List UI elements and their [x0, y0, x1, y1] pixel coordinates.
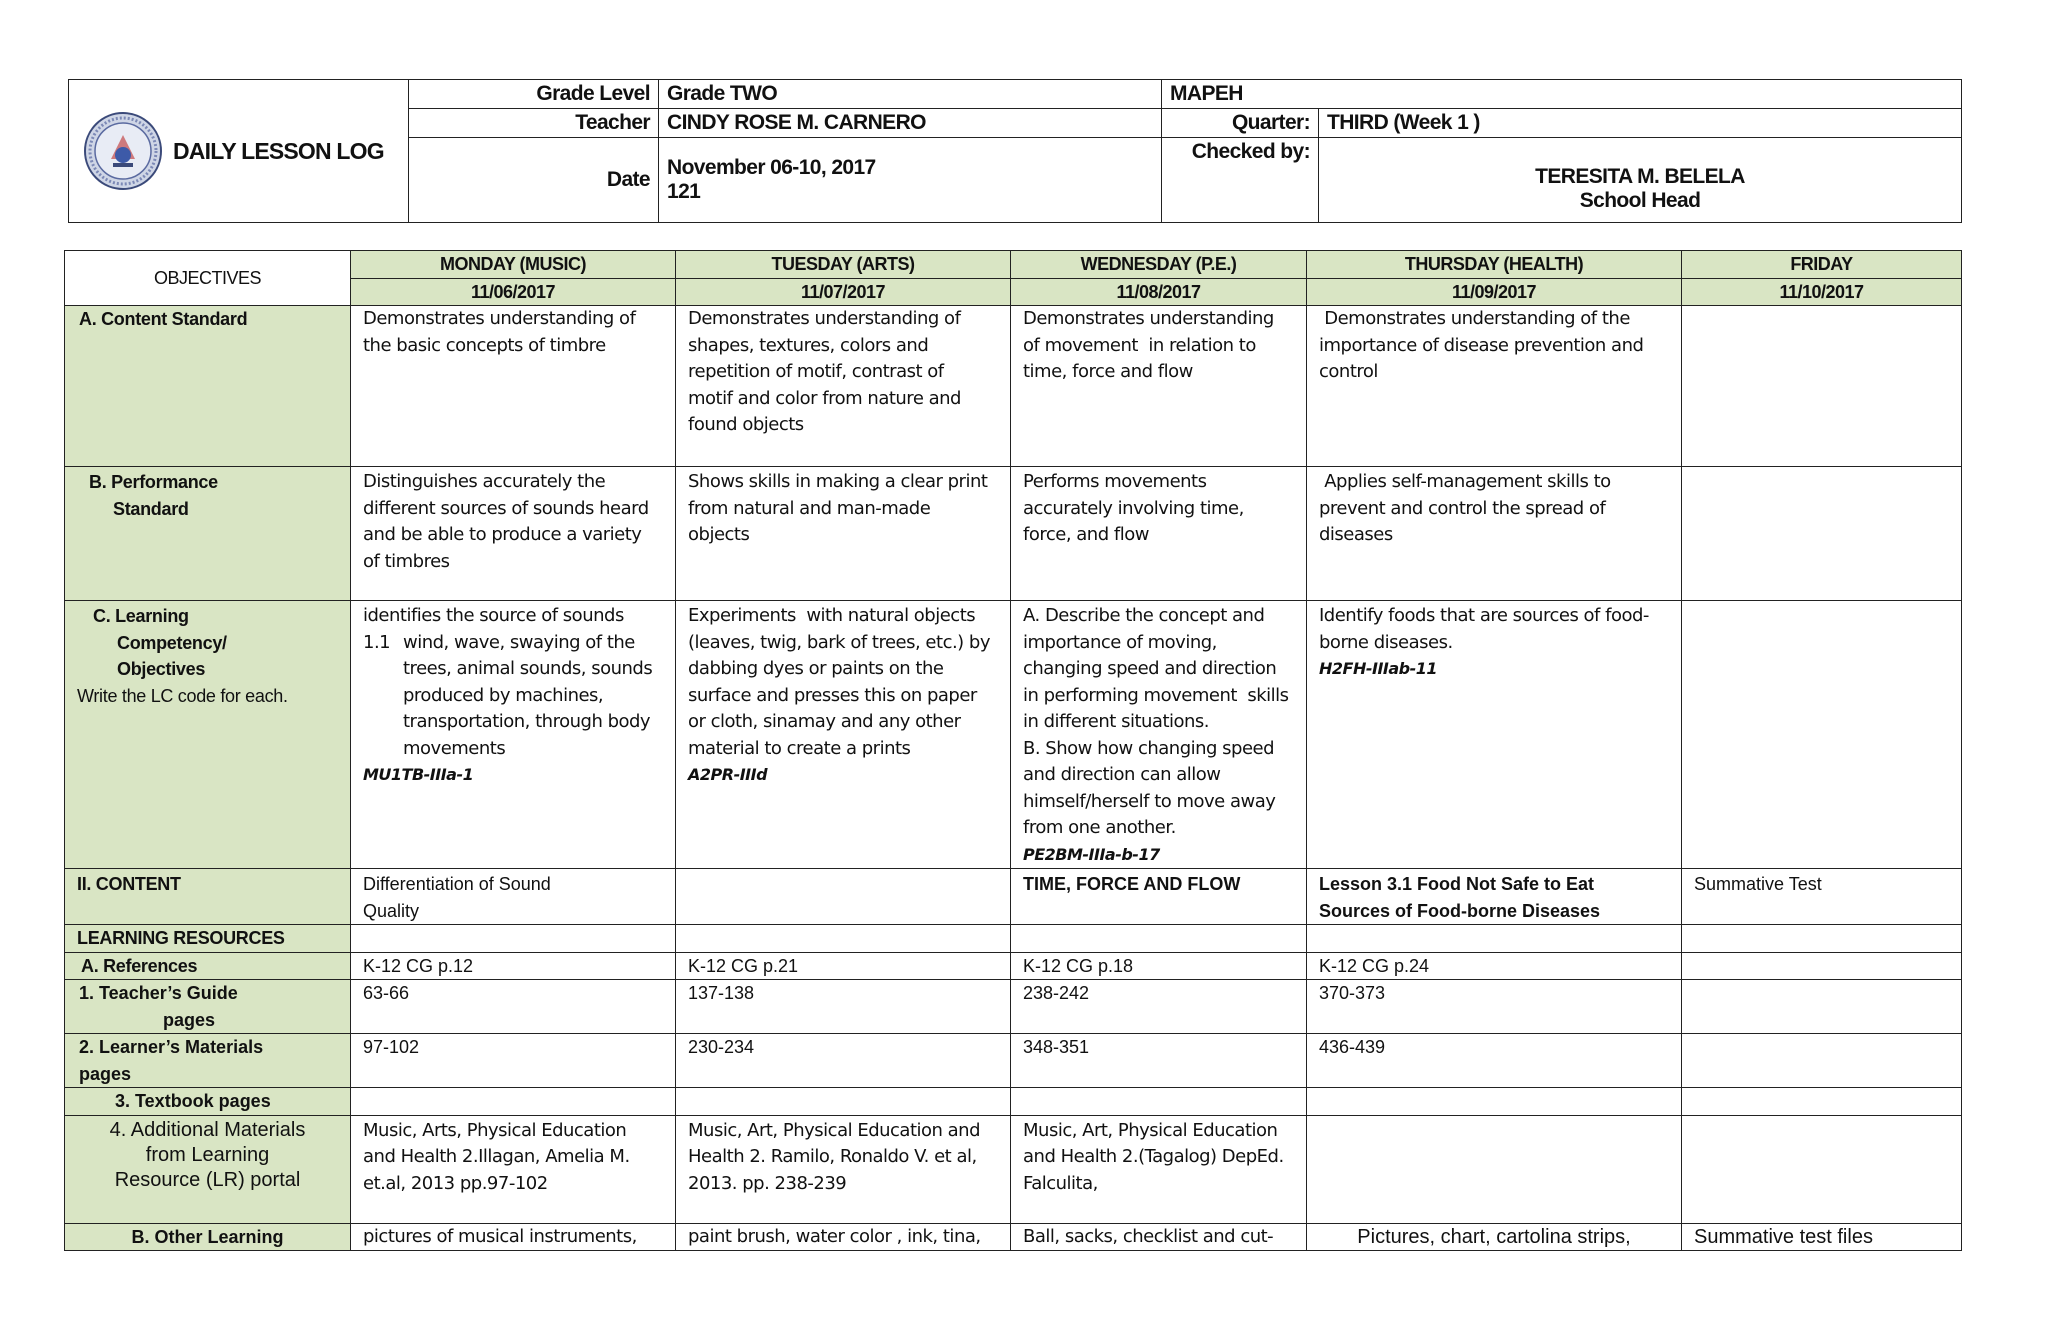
text-line: himself/herself to move away — [1023, 790, 1276, 812]
learners-materials-cell: 97-102 — [351, 1034, 676, 1088]
performance-standard-cell — [1307, 467, 1682, 601]
logo-cell — [69, 80, 409, 223]
learners-materials-label — [65, 1034, 351, 1088]
content-standard-cell — [1011, 306, 1307, 467]
text-line: force, and flow — [1023, 524, 1149, 545]
text-line: transportation, through body — [403, 711, 651, 732]
text-line: Demonstrates understanding of — [363, 308, 636, 329]
additional-materials-cell — [1307, 1115, 1682, 1223]
performance-standard-row — [65, 467, 1962, 601]
other-learning-cell: Pictures, chart, cartolina strips, — [1307, 1223, 1682, 1251]
text-line: in different situations. — [1023, 711, 1210, 732]
reference-cell: K-12 CG p.12 — [351, 952, 676, 980]
teacher-label: Teacher — [409, 109, 659, 138]
text-line: motif and color from nature and — [688, 387, 961, 409]
text-line: B. Show how changing speed — [1023, 737, 1275, 759]
text-line: Falculita, — [1023, 1172, 1098, 1194]
competency-item-number: 1.1 — [363, 631, 391, 653]
competency-label-line: Objectives — [117, 659, 206, 679]
objectives-header: OBJECTIVES — [65, 251, 351, 306]
competency-cell-thursday — [1307, 601, 1682, 869]
learners-materials-cell — [1682, 1034, 1962, 1088]
performance-standard-cell — [351, 467, 676, 601]
date-value — [659, 138, 1162, 223]
teachers-guide-cell: 63-66 — [351, 980, 676, 1034]
additional-materials-label — [65, 1115, 351, 1223]
competency-label-line: C. Learning — [93, 606, 189, 626]
textbook-row — [65, 1088, 1962, 1116]
content-cell-friday: Summative Test — [1682, 869, 1962, 925]
teachers-guide-row — [65, 980, 1962, 1034]
teachers-guide-cell — [1682, 980, 1962, 1034]
learners-materials-cell: 348-351 — [1011, 1034, 1307, 1088]
competency-cell-wednesday — [1011, 601, 1307, 869]
lc-code: H2FH-IIIab-11 — [1319, 659, 1437, 678]
text-line: importance of disease prevention and — [1319, 334, 1644, 356]
quarter-label: Quarter: — [1162, 109, 1319, 138]
text-line: produced by machines, — [403, 684, 604, 706]
text-line: Music, Art, Physical Education — [1023, 1119, 1278, 1141]
additional-label-line: Resource (LR) portal — [114, 1168, 301, 1191]
date-range: November 06-10, 2017 — [667, 156, 876, 179]
text-line: Applies self-management skills to — [1319, 471, 1611, 492]
competency-item-rest — [363, 656, 663, 762]
content-cell-monday — [351, 869, 676, 925]
learning-resources-label: LEARNING RESOURCES — [65, 925, 351, 953]
lc-code: A2PR-IIId — [688, 765, 768, 784]
competency-cell-friday — [1682, 601, 1962, 869]
text-line: and direction can allow — [1023, 764, 1221, 785]
references-label: A. References — [65, 952, 351, 980]
other-learning-cell: Summative test files — [1682, 1223, 1962, 1251]
content-line: Differentiation of Sound — [363, 874, 551, 894]
date-label: Date — [409, 138, 659, 223]
empty-cell — [676, 925, 1011, 953]
header-table — [68, 79, 1962, 223]
text-line: A. Describe the concept and — [1023, 605, 1265, 626]
day-header-monday: MONDAY (MUSIC) — [351, 251, 676, 279]
content-cell-thursday — [1307, 869, 1682, 925]
competency-label-note: Write the LC code for each. — [77, 685, 288, 706]
other-learning-cell: paint brush, water color , ink, tina, — [676, 1223, 1011, 1251]
lesson-log-table — [64, 250, 1962, 1251]
performance-standard-cell — [1011, 467, 1307, 601]
learning-resources-row — [65, 925, 1962, 953]
text-line: or cloth, sinamay and any other — [688, 711, 961, 732]
text-line: of movement in relation to — [1023, 334, 1256, 356]
other-learning-label: B. Other Learning — [65, 1223, 351, 1251]
content-standard-cell — [1307, 306, 1682, 467]
empty-cell — [1682, 1088, 1962, 1116]
text-line: accurately involving time, — [1023, 497, 1244, 519]
empty-cell — [1682, 925, 1962, 953]
performance-standard-label — [65, 467, 351, 601]
empty-cell — [1011, 1088, 1307, 1116]
content-row — [65, 869, 1962, 925]
text-line: changing speed and direction — [1023, 658, 1277, 679]
additional-materials-cell — [351, 1115, 676, 1223]
date-thursday: 11/09/2017 — [1307, 278, 1682, 306]
text-line: time, force and flow — [1023, 361, 1193, 382]
performance-standard-cell — [1682, 467, 1962, 601]
text-line: Demonstrates understanding of the — [1319, 308, 1630, 329]
content-cell-tuesday — [676, 869, 1011, 925]
checker-cell — [1319, 138, 1962, 223]
content-line: Quality — [363, 900, 420, 921]
text-line: et.al, 2013 pp.97-102 — [363, 1172, 548, 1194]
text-line: Identify foods that are sources of food- — [1319, 605, 1649, 626]
text-line: the basic concepts of timbre — [363, 334, 606, 356]
performance-label-line: Standard — [113, 498, 189, 519]
text-line: Experiments with natural objects — [688, 605, 976, 626]
day-header-tuesday: TUESDAY (ARTS) — [676, 251, 1011, 279]
date-friday: 11/10/2017 — [1682, 278, 1962, 306]
text-line: Shows skills in making a clear print — [688, 471, 988, 492]
empty-cell — [676, 1088, 1011, 1116]
text-line: Performs movements — [1023, 471, 1207, 492]
learners-materials-label-line: pages — [79, 1063, 132, 1084]
text-line: objects — [688, 524, 750, 545]
teacher-value: CINDY ROSE M. CARNERO — [659, 109, 1162, 138]
text-line: surface and presses this on paper — [688, 684, 977, 706]
date-number: 121 — [667, 180, 701, 203]
text-line: found objects — [688, 414, 804, 435]
textbook-label: 3. Textbook pages — [65, 1088, 351, 1116]
other-learning-cell: pictures of musical instruments, — [351, 1223, 676, 1251]
additional-materials-row — [65, 1115, 1962, 1223]
additional-label-line: from Learning — [145, 1143, 270, 1166]
day-header-friday: FRIDAY — [1682, 251, 1962, 279]
empty-cell — [351, 1088, 676, 1116]
content-cell-wednesday: TIME, FORCE AND FLOW — [1011, 869, 1307, 925]
deped-seal-icon — [83, 111, 163, 191]
grade-level-value: Grade TWO — [659, 80, 1162, 109]
text-line: in performing movement skills — [1023, 684, 1289, 706]
text-line: borne diseases. — [1319, 631, 1453, 653]
date-tuesday: 11/07/2017 — [676, 278, 1011, 306]
text-line: from natural and man-made — [688, 497, 931, 519]
teachers-guide-cell: 238-242 — [1011, 980, 1307, 1034]
empty-cell — [351, 925, 676, 953]
performance-standard-cell — [676, 467, 1011, 601]
competency-lines — [1319, 603, 1669, 656]
empty-cell — [1011, 925, 1307, 953]
learners-materials-cell: 436-439 — [1307, 1034, 1682, 1088]
text-line: importance of moving, — [1023, 631, 1217, 653]
reference-cell — [1682, 952, 1962, 980]
teachers-guide-label-line: 1. Teacher’s Guide — [79, 983, 238, 1003]
competency-list-item — [363, 630, 663, 657]
text-line: and be able to produce a variety — [363, 524, 642, 545]
text-line: shapes, textures, colors and — [688, 334, 929, 356]
competency-cell-monday — [351, 601, 676, 869]
content-standard-label: A. Content Standard — [65, 306, 351, 467]
date-monday: 11/06/2017 — [351, 278, 676, 306]
text-line: and Health 2.Illagan, Amelia M. — [363, 1146, 630, 1167]
empty-cell — [1307, 1088, 1682, 1116]
subject-value: MAPEH — [1162, 80, 1962, 109]
text-line: (leaves, twig, bark of trees, etc.) by — [688, 631, 991, 653]
additional-label-line: 4. Additional Materials — [109, 1118, 306, 1141]
content-standard-cell — [351, 306, 676, 467]
text-line: Distinguishes accurately the — [363, 471, 606, 492]
performance-label-line: B. Performance — [89, 472, 218, 492]
content-standard-row — [65, 306, 1962, 467]
day-header-wednesday: WEDNESDAY (P.E.) — [1011, 251, 1307, 279]
content-line: Sources of Food-borne Diseases — [1319, 900, 1601, 921]
text-line: Music, Art, Physical Education and — [688, 1119, 981, 1141]
text-line: prevent and control the spread of — [1319, 497, 1606, 519]
learners-materials-label-line: 2. Learner’s Materials — [79, 1037, 264, 1057]
learners-materials-cell: 230-234 — [676, 1034, 1011, 1088]
competency-intro: identifies the source of sounds — [363, 605, 624, 626]
text-line: dabbing dyes or paints on the — [688, 658, 944, 679]
text-line: control — [1319, 361, 1378, 382]
learners-materials-row — [65, 1034, 1962, 1088]
text-line: of timbres — [363, 550, 450, 572]
teachers-guide-label-line: pages — [163, 1009, 216, 1030]
reference-cell: K-12 CG p.21 — [676, 952, 1011, 980]
teachers-guide-label — [65, 980, 351, 1034]
text-line: and Health 2.(Tagalog) DepEd. — [1023, 1146, 1284, 1167]
content-standard-cell — [1682, 306, 1962, 467]
lc-code: MU1TB-IIIa-1 — [363, 765, 474, 784]
checked-by-label: Checked by: — [1162, 138, 1319, 223]
quarter-value: THIRD (Week 1 ) — [1319, 109, 1962, 138]
content-label: II. CONTENT — [65, 869, 351, 925]
text-line: Demonstrates understanding of — [688, 308, 961, 329]
other-learning-cell: Ball, sacks, checklist and cut- — [1011, 1223, 1307, 1251]
teachers-guide-cell: 370-373 — [1307, 980, 1682, 1034]
text-line: Demonstrates understanding — [1023, 308, 1274, 329]
content-standard-cell — [676, 306, 1011, 467]
lc-code: PE2BM-IIIa-b-17 — [1023, 844, 1160, 864]
checker-name: TERESITA M. BELELA — [1535, 165, 1745, 188]
text-line: Health 2. Ramilo, Ronaldo V. et al, — [688, 1146, 977, 1167]
text-line: Music, Arts, Physical Education — [363, 1119, 627, 1141]
competency-label — [65, 601, 351, 869]
additional-materials-cell — [1011, 1115, 1307, 1223]
competency-lines — [688, 603, 998, 762]
text-line: movements — [403, 737, 506, 759]
text-line: material to create a prints — [688, 737, 911, 759]
additional-materials-cell — [1682, 1115, 1962, 1223]
text-line: trees, animal sounds, sounds — [403, 658, 653, 679]
text-line: different sources of sounds heard — [363, 497, 649, 519]
text-line: diseases — [1319, 524, 1393, 545]
text-line: 2013. pp. 238-239 — [688, 1172, 847, 1194]
content-line: Lesson 3.1 Food Not Safe to Eat — [1319, 874, 1595, 894]
references-row — [65, 952, 1962, 980]
text-line: from one another. — [1023, 817, 1176, 838]
document-title: DAILY LESSON LOG — [173, 137, 384, 164]
competency-lines — [1023, 603, 1294, 842]
day-header-thursday: THURSDAY (HEALTH) — [1307, 251, 1682, 279]
text-line: repetition of motif, contrast of — [688, 361, 944, 382]
reference-cell: K-12 CG p.18 — [1011, 952, 1307, 980]
additional-materials-cell — [676, 1115, 1011, 1223]
competency-row — [65, 601, 1962, 869]
competency-item-text: wind, wave, swaying of the — [403, 631, 635, 653]
competency-label-line: Competency/ — [117, 632, 227, 653]
reference-cell: K-12 CG p.24 — [1307, 952, 1682, 980]
date-wednesday: 11/08/2017 — [1011, 278, 1307, 306]
day-header-row — [65, 251, 1962, 279]
teachers-guide-cell: 137-138 — [676, 980, 1011, 1034]
grade-level-label: Grade Level — [409, 80, 659, 109]
competency-cell-tuesday — [676, 601, 1011, 869]
other-learning-row — [65, 1223, 1962, 1251]
empty-cell — [1307, 925, 1682, 953]
checker-role: School Head — [1579, 189, 1701, 212]
